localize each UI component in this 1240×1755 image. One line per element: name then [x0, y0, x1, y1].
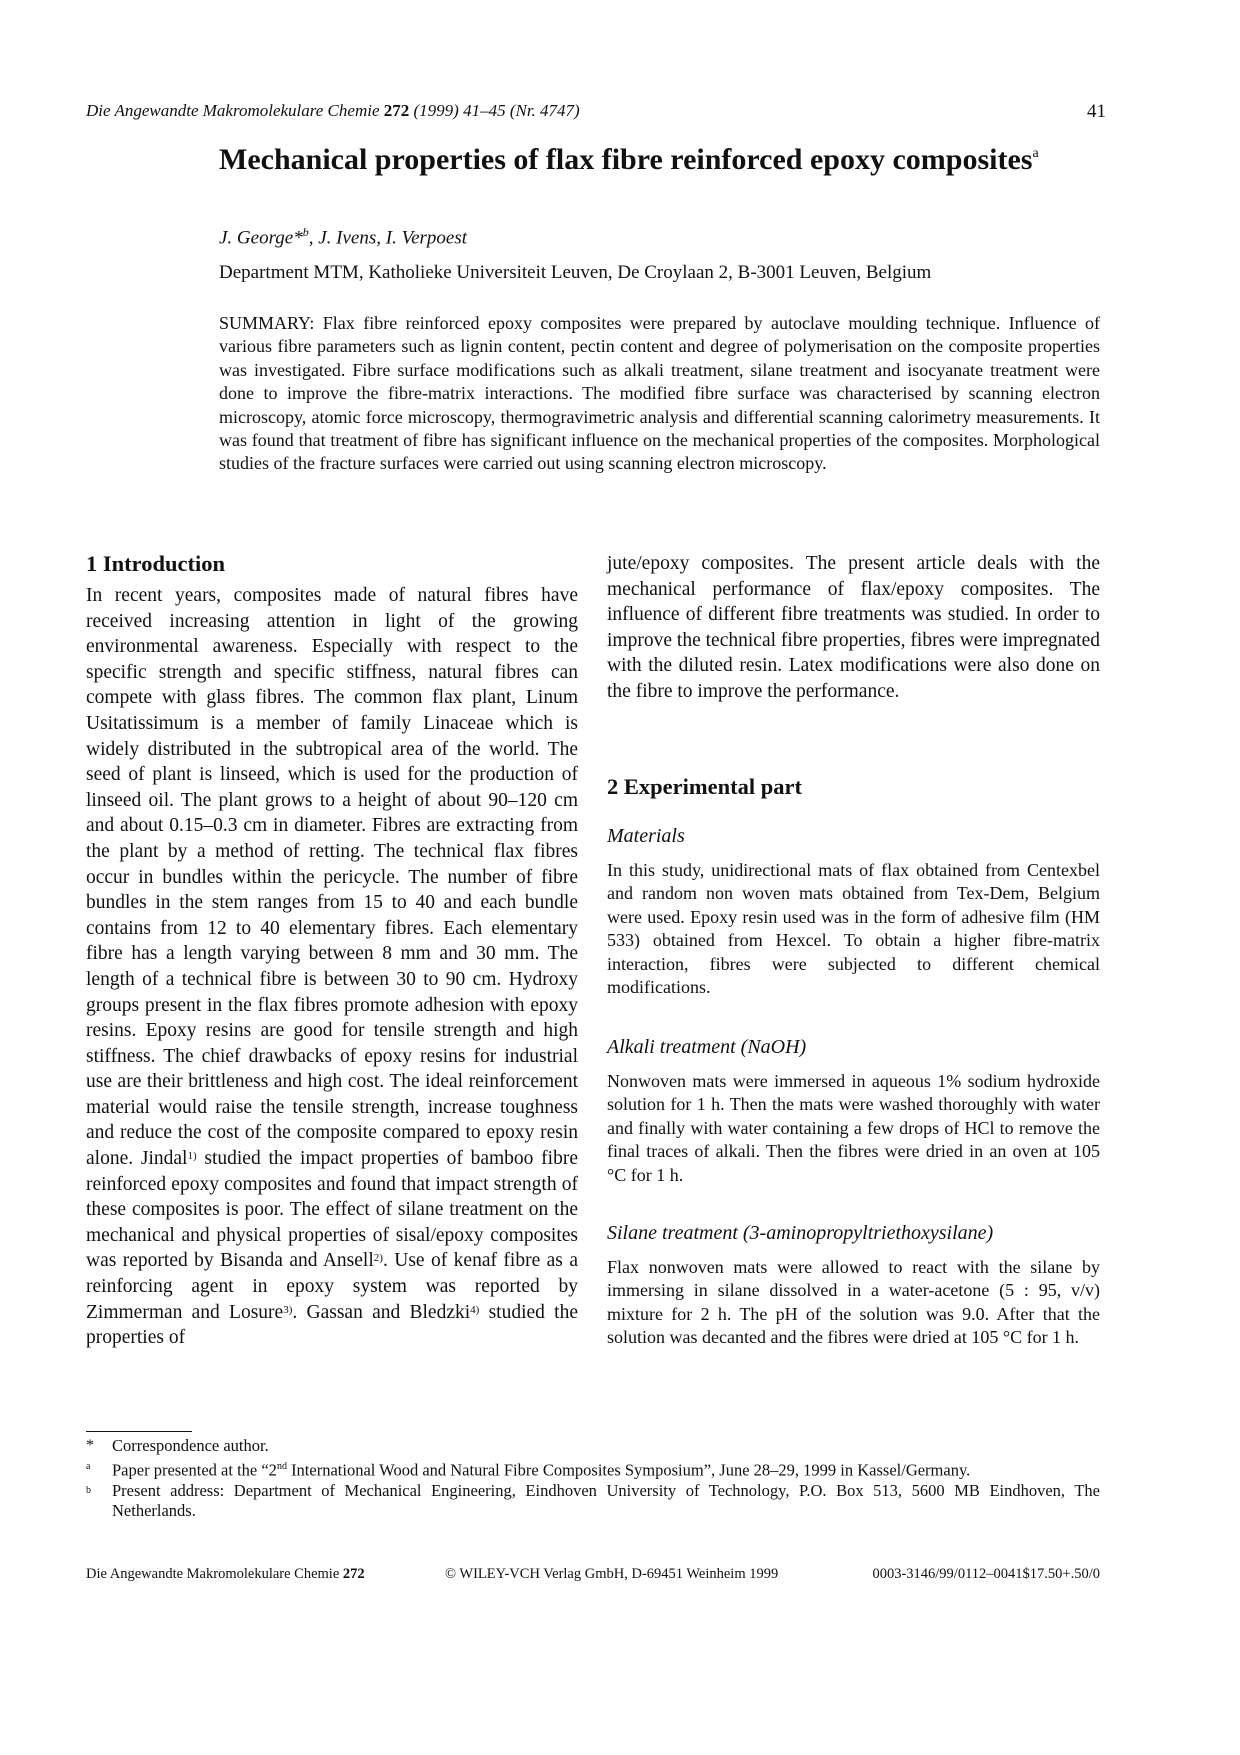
section-heading-introduction: 1 Introduction: [86, 551, 225, 576]
footnote: [86, 1436, 1100, 1457]
footnote-text-part: International Wood and Natural Fibre Composites Symposium”, June 28–29, 1999 in Kassel/Germany.: [286, 1460, 971, 1479]
materials-text: In this study, unidirectional mats of flax obtained from Centexbel and random non woven mats obtained from Tex-Dem, Belgium were used. Epoxy resin used was in the form of adhesive film (HM 533) obtained from Hexcel. To obtain a higher fibre-matrix interaction, fibres were subjected to different chemical modifications.: [607, 860, 1100, 998]
affiliation: Department MTM, Katholieke Universiteit Leuven, De Croylaan 2, B-3001 Leuven, Belgium: [219, 262, 932, 283]
footnote-text: Present address: Department of Mechanical Engineering, Eindhoven University of Technology, P.O. Box 513, 5600 MB Eindhoven, The Netherlands.: [112, 1480, 1100, 1520]
running-head: [86, 101, 1106, 121]
authors: [219, 225, 467, 249]
subheading-alkali: Alkali treatment (NaOH): [607, 1036, 807, 1058]
footer-code: 0003-3146/99/0112–0041$17.50+.50/0: [872, 1566, 1100, 1582]
paper-title: [219, 142, 1119, 178]
ref-4: 4): [470, 1303, 480, 1316]
footnotes: [86, 1436, 1100, 1522]
footnote-text-part: Paper presented at the “2: [112, 1460, 277, 1479]
footer-volume: 272: [342, 1566, 365, 1582]
introduction-continuation: jute/epoxy composites. The present article deals with the mechanical performance of flax/epoxy composites. The influence of different fibre treatments was studied. In order to improve the technical fibre properties, fibres were impregnated with the diluted resin. Latex modifications were also done on the fibre to improve the performance.: [607, 553, 1100, 702]
section-heading-experimental: 2 Experimental part: [607, 774, 802, 799]
footnote-text: [112, 1457, 1100, 1481]
footnote: [86, 1481, 1100, 1522]
summary: SUMMARY: Flax fibre reinforced epoxy composites were prepared by autoclave moulding technique. Influence of various fibre parameters such as lignin content, pectin content and degree of polymerisation on the composite properties was investigated. Fibre surface modifications such as alkali treatment, silane treatment and isocyanate treatment were done to improve the fibre-matrix interactions. The modified fibre surface was characterised by scanning electron microscopy, atomic force microscopy, thermogravimetric analysis and differential scanning calorimetry measurements. It was found that treatment of fibre has significant influence on the mechanical properties of the composites. Morphological studies of the fracture surfaces were carried out using scanning electron microscopy.: [219, 313, 1100, 474]
footer-journal-name: Die Angewandte Makromolekulare Chemie: [86, 1566, 340, 1582]
other-authors: , J. Ivens, I. Verpoest: [308, 227, 467, 249]
ref-3: 3): [283, 1303, 293, 1316]
journal-volume: 272: [383, 101, 410, 120]
intro-seg-5: studied the properties of: [86, 1301, 578, 1349]
footnote-mark: b: [86, 1484, 91, 1496]
intro-seg-3: . Use of kenaf fibre as a reinforcing agent in epoxy system was reported by Zimmerman and Losure: [86, 1250, 578, 1323]
footnote: [86, 1457, 1100, 1481]
footnote-text: Correspondence author.: [112, 1436, 269, 1455]
alkali-text: Nonwoven mats were immersed in aqueous 1% sodium hydroxide solution for 1 h. Then the mats were washed thoroughly with water and finally with water containing a few drops of HCl to remove the final traces of alkali. Then the fibres were dried in an oven at 105 °C for 1 h.: [607, 1071, 1100, 1185]
page-number: 41: [1087, 101, 1106, 122]
title-footnote-mark: a: [1032, 146, 1039, 161]
intro-seg-2: studied the impact properties of bamboo fibre reinforced epoxy composites and found that impact strength of these composites is poor. The effect of silane treatment on the mechanical and physical properties of sisal/epoxy composites was reported by Bisanda and Ansell: [86, 1148, 578, 1272]
footnote-superscript: nd: [276, 1460, 287, 1472]
introduction-text: [86, 583, 578, 1351]
subheading-materials: Materials: [607, 825, 685, 847]
first-author: J. George*: [219, 227, 303, 249]
footer-publisher: © WILEY-VCH Verlag GmbH, D-69451 Weinheim 1999: [445, 1566, 779, 1582]
footer-journal: [86, 1566, 365, 1583]
footnote-rule: [86, 1431, 192, 1432]
journal-details: (1999) 41–45 (Nr. 4747): [413, 101, 580, 120]
intro-seg-1: In recent years, composites made of natural fibres have received increasing attention in light of the growing environmental awareness. Especially with respect to the specific strength and specific stiffness, natural fibres can compete with glass fibres. The common flax plant, Linum Usitatissimum is a member of family Linaceae which is widely distributed in the subtropical area of the world. The seed of plant is linseed, which is used for the production of linseed oil. The plant grows to a height of about 90–120 cm and about 0.15–0.3 cm in diameter. Fibres are extracting from the plant by a method of retting. The technical flax fibres occur in bundles within the pericycle. The number of fibre bundles in the stem ranges from 15 to 40 and each bundle contains from 12 to 40 elementary fibres. Each elementary fibre has a length varying between 8 mm and 30 mm. The length of a technical fibre is between 30 to 90 cm. Hydroxy groups present in the flax fibres promote adhesion with epoxy resins. Epoxy resins are good for tensile strength and high stiffness. The chief drawbacks of epoxy resins for industrial use are their brittleness and high cost. The ideal reinforcement material would raise the tensile strength, increase toughness and reduce the cost of the composite compared to epoxy resin alone. Jindal: [86, 585, 578, 1170]
first-author-mark: b: [302, 225, 309, 239]
ref-1: 1): [187, 1150, 197, 1163]
ref-2: 2): [373, 1252, 383, 1265]
intro-seg-4: . Gassan and Bledzki: [292, 1301, 471, 1323]
title-text: Mechanical properties of flax fibre reinforced epoxy composites: [219, 143, 1033, 176]
silane-text: Flax nonwoven mats were allowed to react with the silane by immersing in silane dissolved in a water-acetone (5 : 95, v/v) mixture for 2 h. The pH of the solution was 9.0. After that the solution was decanted and the fibres were dried at 105 °C for 1 h.: [607, 1257, 1100, 1348]
subheading-silane: Silane treatment (3-aminopropyltriethoxysilane): [607, 1222, 994, 1244]
footnote-mark: *: [86, 1437, 94, 1454]
journal-name: Die Angewandte Makromolekulare Chemie: [86, 101, 380, 120]
footnote-mark: a: [86, 1460, 91, 1472]
